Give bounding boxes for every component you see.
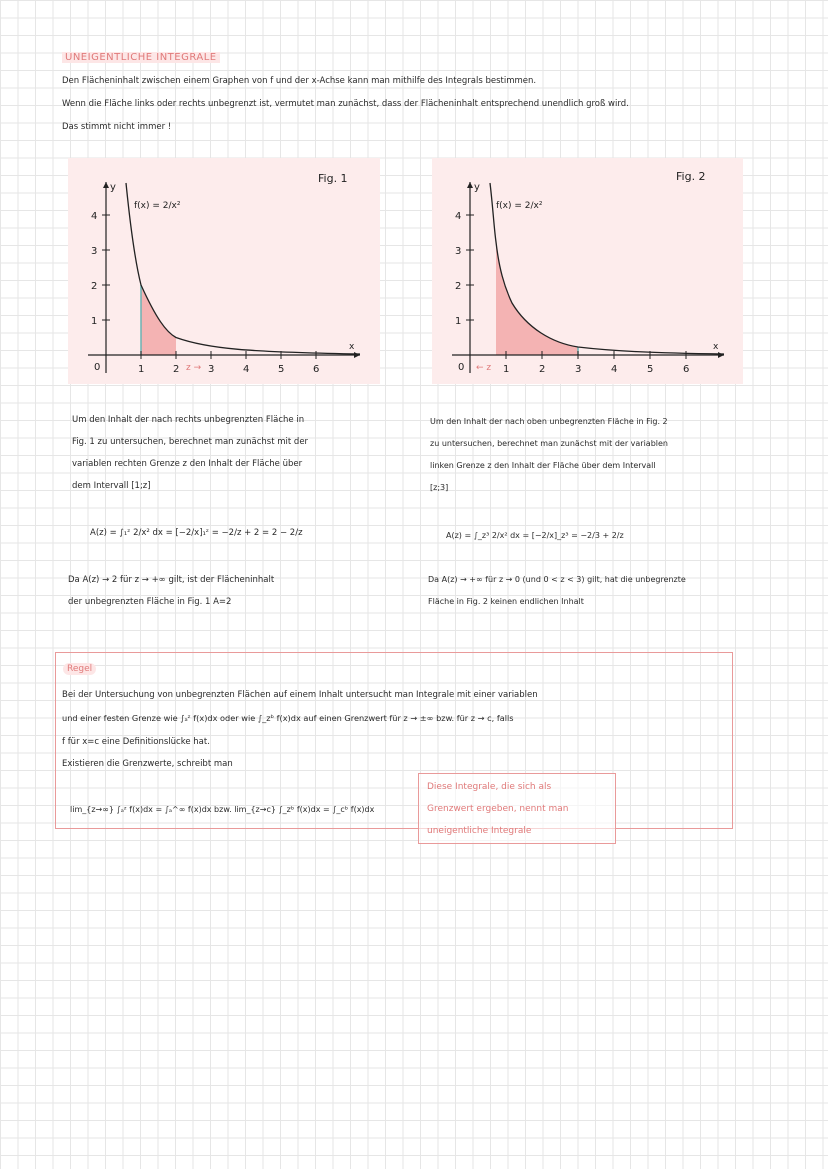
fig2-y-tick-4: 4 [455,211,462,222]
fig2-x-tick-5: 5 [647,364,654,375]
left-explanation [72,409,402,497]
note-line-1: Diese Integrale, die sich als [427,782,552,792]
fig2-label: Fig. 2 [676,170,706,183]
fig1-function-label: f(x) = 2/x² [134,201,181,211]
fig1-label: Fig. 1 [318,172,348,185]
right-line-3: linken Grenze z den Inhalt der Fläche über dem Intervall [430,461,656,470]
fig1-x-tick-2: 2 [173,364,180,375]
left-conclusion [68,569,408,613]
fig1-origin: 0 [94,362,101,373]
intro-line-2: Wenn die Fläche links oder rechts unbegrenzt ist, vermutet man zunächst, dass der Flächeninhalt entsprechend unendlich groß wird. [62,99,629,109]
fig2-origin: 0 [458,362,465,373]
fig1-x-tick-1: 1 [138,364,145,375]
rule-line-1: Bei der Untersuchung von unbegrenzten Flächen auf einem Inhalt untersucht man Integrale mit einer variablen [62,690,538,700]
rule-formula: lim_{z→∞} ∫ₐᶻ f(x)dx = ∫ₐ^∞ f(x)dx bzw. lim_{z→c} ∫_zᵇ f(x)dx = ∫_cᵇ f(x)dx [70,805,375,814]
fig2-z-marker: ← z [476,363,492,373]
fig1-y-tick-2: 2 [91,281,98,292]
left-conclusion-2: der unbegrenzten Fläche in Fig. 1 A=2 [68,597,232,607]
fig1-x-tick-6: 6 [313,364,320,375]
fig2-y-tick-2: 2 [455,281,462,292]
fig2-y-tick-3: 3 [455,246,462,257]
fig2-x-tick-4: 4 [611,364,618,375]
fig2-x-tick-6: 6 [683,364,690,375]
note-text [419,774,615,844]
fig1-y-tick-3: 3 [91,246,98,257]
fig2-x-tick-1: 1 [503,364,510,375]
fig1-y-label: y [110,182,116,193]
fig1-x-label: x [349,342,355,352]
figure-1-plot [68,158,380,384]
fig2-shaded-area [496,242,578,355]
right-conclusion-1: Da A(z) → +∞ für z → 0 (und 0 < z < 3) gilt, hat die unbegrenzte [428,575,686,584]
note-line-3: uneigentliche Integrale [427,826,532,836]
figure-2 [432,158,743,384]
left-line-4: dem Intervall [1;z] [72,481,151,491]
fig2-y-tick-1: 1 [455,316,462,327]
note-line-2: Grenzwert ergeben, nennt man [427,804,569,814]
fig2-x-tick-3: 3 [575,364,582,375]
left-line-3: variablen rechten Grenze z den Inhalt der Fläche über [72,459,303,469]
page-title: UNEIGENTLICHE INTEGRALE [62,52,220,63]
fig1-y-tick-4: 4 [91,211,98,222]
rule-line-4: Existieren die Grenzwerte, schreibt man [62,759,233,769]
fig2-x-tick-2: 2 [539,364,546,375]
fig2-function-label: f(x) = 2/x² [496,201,543,211]
right-conclusion-2: Fläche in Fig. 2 keinen endlichen Inhalt [428,597,584,606]
fig1-x-tick-5: 5 [278,364,285,375]
right-conclusion [428,569,798,613]
left-line-2: Fig. 1 zu untersuchen, berechnet man zunächst mit der [72,437,309,447]
fig1-x-tick-3: 3 [208,364,215,375]
right-line-2: zu untersuchen, berechnet man zunächst mit der variablen [430,439,668,448]
note-box [418,773,616,844]
fig1-y-tick-1: 1 [91,316,98,327]
figure-2-plot [432,158,743,384]
rule-label: Regel [63,663,96,675]
left-formula: A(z) = ∫₁ᶻ 2/x² dx = [−2/x]₁ᶻ = −2/z + 2 = 2 − 2/z [90,528,303,538]
fig1-x-tick-4: 4 [243,364,250,375]
right-explanation [430,411,770,499]
left-line-1: Um den Inhalt der nach rechts unbegrenzten Fläche in [72,415,305,425]
intro-line-1: Den Flächeninhalt zwischen einem Graphen von f und der x-Achse kann man mithilfe des Integrals bestimmen. [62,76,537,86]
fig2-y-label: y [474,182,480,193]
rule-line-3: f für x=c eine Definitionslücke hat. [62,737,210,747]
rule-line-2: und einer festen Grenze wie ∫ₐᶻ f(x)dx oder wie ∫_zᵇ f(x)dx auf einen Grenzwert für z → ±∞ bzw. für z → c, falls [62,713,514,723]
left-conclusion-1: Da A(z) → 2 für z → +∞ gilt, ist der Flächeninhalt [68,575,275,585]
intro-line-3: Das stimmt nicht immer ! [62,122,172,132]
fig2-x-label: x [713,342,719,352]
right-formula: A(z) = ∫_z³ 2/x² dx = [−2/x]_z³ = −2/3 + 2/z [446,531,624,540]
right-line-1: Um den Inhalt der nach oben unbegrenzten Fläche in Fig. 2 [430,417,668,426]
right-line-4: [z;3] [430,483,449,492]
figure-1 [68,158,380,384]
fig1-z-marker: z → [186,363,202,373]
